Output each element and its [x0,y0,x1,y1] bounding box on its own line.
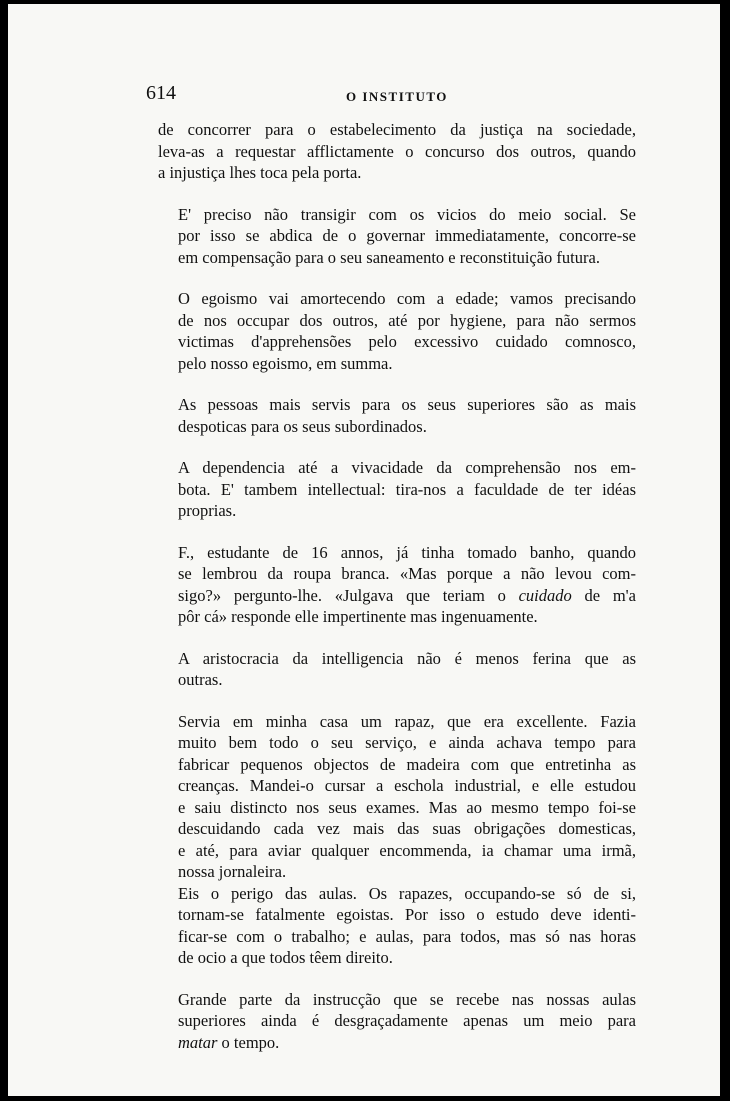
text-line: nossa jornaleira. [178,862,287,881]
text-line: por isso se abdica de o governar immediatamente, concorre-se [178,226,636,245]
text-line: As pessoas mais servis para os seus superiores são as mais [178,395,636,414]
text-line: fabricar pequenos objectos de madeira com que entretinha as [178,754,636,774]
text-line: de nos occupar dos outros, até por hygiene, para não sermos [178,310,636,330]
text-line: em compensação para o seu saneamento e reconstituição futura. [178,247,600,267]
page-header [146,82,646,112]
text-line: A dependencia até a vivacidade da comprehensão nos em- [178,458,636,477]
text-line: e saiu distincto nos seus exames. Mas ao mesmo tempo foi-se [178,797,636,817]
text-line: se lembrou da roupa branca. «Mas porque a não levou com- [178,564,636,583]
page-number: 614 [146,82,176,104]
text-line: A aristocracia da intelligencia não é menos ferina que as [178,648,636,668]
paragraph [158,119,636,184]
italic-word: cuidado [518,585,572,605]
text-line [158,585,636,607]
paragraph [158,288,636,374]
text-line: O egoismo vai amortecendo com a edade; vamos precisando [178,289,636,308]
text-line: Servia em minha casa um rapaz, que era excellente. Fazia [178,711,636,731]
text-line: a injustiça lhes toca pela porta. [158,163,362,182]
text-line: despoticas para os seus subordinados. [178,416,427,436]
text-line: e até, para aviar qualquer encommenda, ia chamar uma irmã, [178,840,636,860]
text-line: de concorrer para o estabelecimento da justiça na sociedade, [158,120,636,139]
text-run: de m'a [571,585,636,605]
text-line: pelo nosso egoismo, em summa. [178,353,393,373]
body-text [158,119,636,1073]
text-line: leva-as a requestar afflictamente o concurso dos outros, quando [158,141,636,161]
paragraph [158,457,636,522]
paragraph [158,542,636,628]
text-line: victimas d'apprehensões pelo excessivo cuidado comnosco, [178,332,636,351]
paragraph [158,394,636,437]
paragraph [158,989,636,1054]
text-line: Eis o perigo das aulas. Os rapazes, occupando-se só de si, [178,883,636,903]
text-line: outras. [178,670,223,689]
text-line: E' preciso não transigir com os vicios do meio social. Se [178,204,636,224]
text-line: F., estudante de 16 annos, já tinha tomado banho, quando [178,542,636,562]
text-run: sigo?» pergunto-lhe. «Julgava que teriam o [178,585,519,605]
paragraph [158,883,636,969]
text-line: muito bem todo o seu serviço, e ainda achava tempo para [178,733,636,752]
paragraph [158,711,636,883]
italic-word: matar [178,1032,218,1052]
paragraph [158,204,636,269]
text-line: pôr cá» responde elle impertinente mas ingenuamente. [178,607,538,626]
text-line [158,1032,636,1054]
book-page [8,4,720,1096]
text-line: ficar-se com o trabalho; e aulas, para todos, mas só nas horas [178,926,636,946]
text-line: de ocio a que todos têem direito. [178,948,393,967]
text-line: bota. E' tambem intellectual: tira-nos a faculdade de ter idéas [178,479,636,499]
text-line: tornam-se fatalmente egoistas. Por isso o estudo deve identi- [178,905,636,924]
running-title: O INSTITUTO [346,89,448,104]
text-line: superiores ainda é desgraçadamente apenas um meio para [178,1011,636,1030]
text-line: proprias. [178,501,237,520]
text-line: Grande parte da instrucção que se recebe nas nossas aulas [178,989,636,1009]
text-run: o tempo. [217,1032,280,1052]
paragraph [158,648,636,691]
text-line: creanças. Mandei-o cursar a eschola industrial, e elle estudou [178,776,636,795]
text-line: descuidando cada vez mais das suas obrigações domesticas, [178,819,636,838]
